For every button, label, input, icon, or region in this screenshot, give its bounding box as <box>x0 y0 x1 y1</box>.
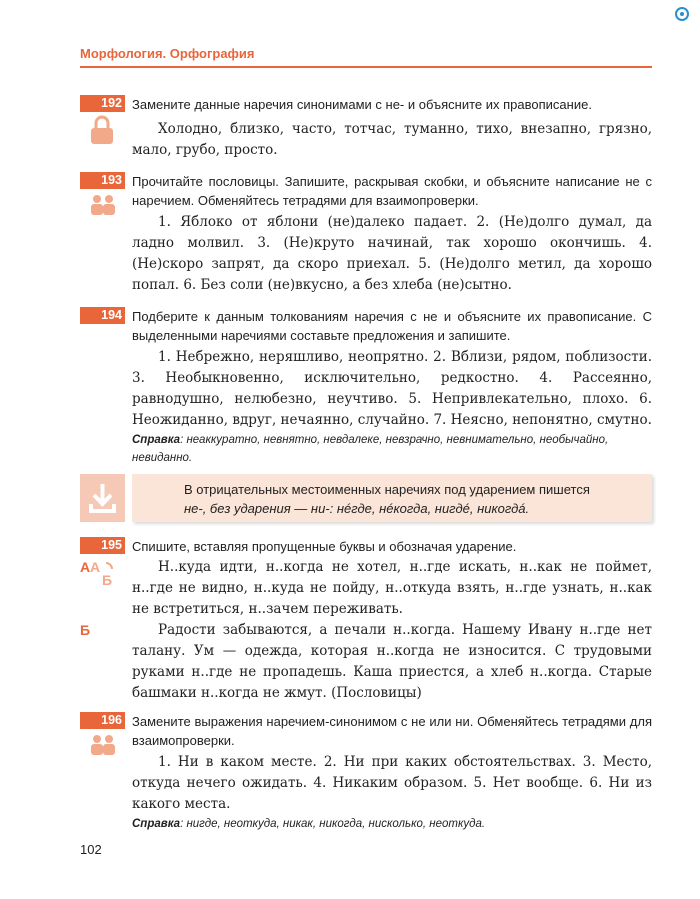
exercise-196 <box>80 712 652 837</box>
exercise-text: 1. Яблоко от яблони (не)далеко падает. 2. (Не)долго думал, да ладно молвил. 3. (Не)круто начинай, так хорошо окончишь. 4. (Не)скоро запрят, да скоро приехал. 5. (Не)долго метил, да хорошо попал. 6. Без соли (не)вкусно, а без хлеба (не)сытно. <box>132 214 652 293</box>
svg-text:А: А <box>90 559 101 575</box>
exercise-hint: Справка: нигде, неоткуда, никак, никогда, нисколько, неоткуда. <box>132 818 486 830</box>
exercise-number: 195 <box>80 537 125 554</box>
hint-words: неаккуратно, невнятно, невдалеке, невзрачно, невнимательно, необычайно, невиданно. <box>132 434 609 464</box>
rule-text <box>132 474 652 522</box>
exercise-task: Замените выражения наречием-синонимом с не или ни. Обменяйтесь тетрадями для взаимопроверки. <box>132 714 652 748</box>
exercise-193 <box>80 172 652 297</box>
exercise-task: Спишите, вставляя пропущенные буквы и обозначая ударение. <box>132 539 517 554</box>
exercise-text: Холодно, близко, часто, тотчас, туманно, тихо, внезапно, грязно, мало, грубо, просто. <box>132 121 652 158</box>
hint-label: Справка <box>132 434 181 446</box>
exercise-part-b <box>80 620 652 704</box>
chapter-header <box>80 44 652 68</box>
rule-line-2: не-, без ударения — ни-: нéгде, нéкогда, нигдé, никогдá. <box>184 501 530 516</box>
exercise-194 <box>80 307 652 467</box>
exercise-number: 192 <box>80 95 125 112</box>
exercise-text: 1. Небрежно, неряшливо, неопрятно. 2. Вблизи, рядом, поблизости. 3. Необыкновенно, исключительно, редкостно. 4. Рассеянно, равнодушно, нелюбезно, неучтиво. 5. Непривлекательно, плохо. 6. Неожиданно, вдруг, нечаянно, случайно. 7. Неясно, непонятно, смутно. <box>132 349 652 428</box>
exercise-task: Прочитайте пословицы. Запишите, раскрывая скобки, и объясните написание не с наречием. Обменяйтесь тетрадями для взаимопроверки. <box>132 174 652 208</box>
publisher-logo-icon <box>674 6 690 22</box>
rule-icon-tile <box>80 474 125 522</box>
rule-line-1: В отрицательных местоименных наречиях под ударением пишется <box>184 482 590 497</box>
exercise-number: 196 <box>80 712 125 729</box>
exercise-number: 194 <box>80 307 125 324</box>
hint-words: нигде, неоткуда, никак, никогда, нисколько, неоткуда. <box>186 818 486 830</box>
download-icon <box>80 474 125 522</box>
chapter-title: Морфология. Орфография <box>80 46 255 61</box>
exercise-number: 193 <box>80 172 125 189</box>
page-number: 102 <box>80 842 102 857</box>
svg-text:Б: Б <box>102 572 113 587</box>
rule-box <box>80 474 652 522</box>
exercise-task: Подберите к данным толкованиям наречия с не и объясните их правописание. С выделенными наречиями составьте предложения и запишите. <box>132 309 652 343</box>
exercise-hint: Справка: неаккуратно, невнятно, невдалеке, невзрачно, невнимательно, необычайно, невиданно. <box>132 434 609 464</box>
letters-icon <box>88 557 118 587</box>
label-b: Б <box>80 622 91 638</box>
part-b-text: Радости забываются, а печали н..когда. Нашему Ивану н..где нет талану. Ум — одежда, которая н..когда не износится. С трудовыми руками н..где не пропадешь. Каша приестся, а хлеб н..когда. Старые башмаки н..когда не жмут. (Пословицы) <box>132 622 652 701</box>
pair-work-icon <box>88 194 118 216</box>
exercise-192 <box>80 95 652 165</box>
exercise-195 <box>80 537 652 707</box>
exercise-part-a <box>80 557 652 620</box>
label-a: А <box>80 559 91 575</box>
pair-work-icon <box>88 734 118 756</box>
exercise-text: 1. Ни в каком месте. 2. Ни при каких обстоятельствах. 3. Место, откуда нечего ожидать. 4. Никаким образом. 5. Нет вообще. 6. Ни из какого места. <box>132 754 652 812</box>
exercise-task: Замените данные наречия синонимами с не- и объясните их правописание. <box>132 97 592 112</box>
hint-label: Справка <box>132 818 181 830</box>
part-a-text: Н..куда идти, н..когда не хотел, н..где искать, н..как не поймет, н..где не видно, н..куда не пойду, н..откуда взять, н..где узнать, н..как не встретиться, н..зачем переживать. <box>132 559 652 617</box>
lock-icon <box>88 115 116 145</box>
